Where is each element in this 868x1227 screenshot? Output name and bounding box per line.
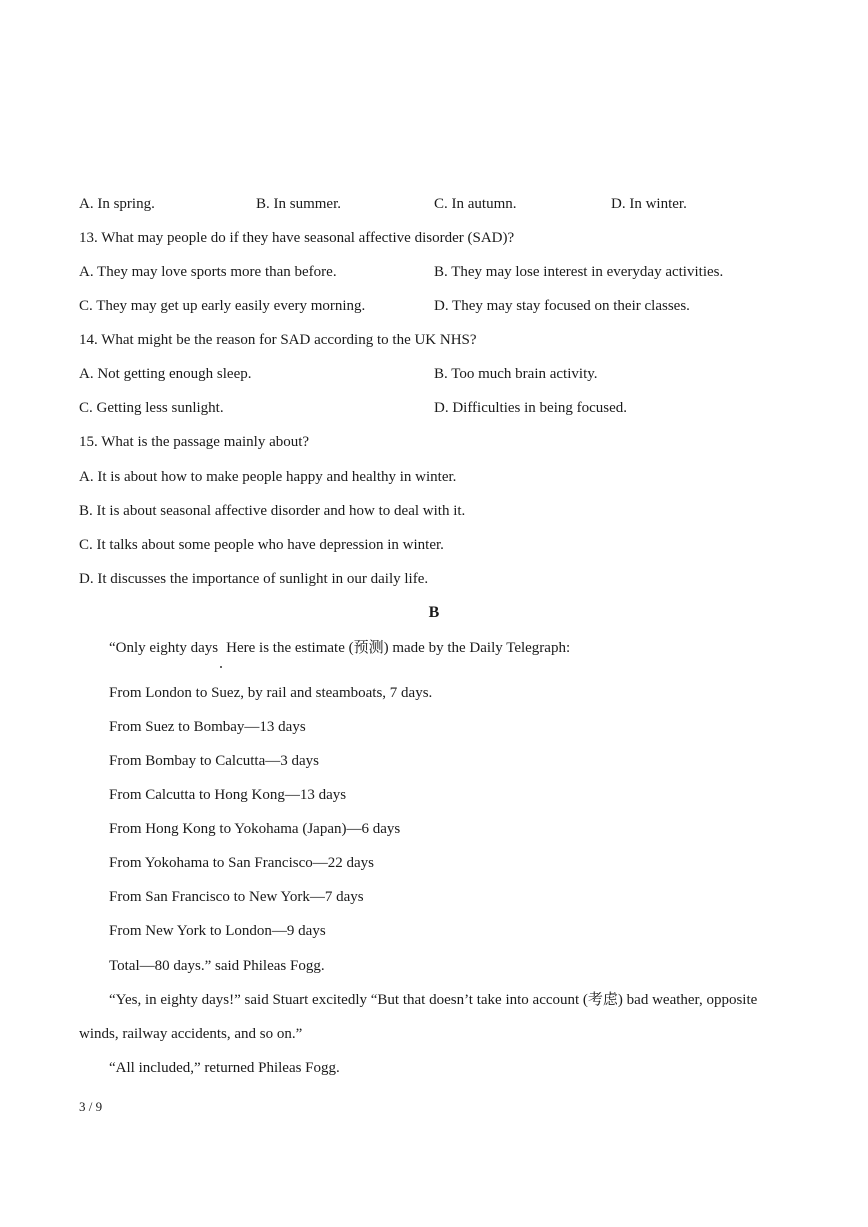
q14-option-b: B. Too much brain activity. — [434, 366, 598, 382]
q15-option-c: C. It talks about some people who have depression in winter. — [79, 537, 444, 553]
q15-option-b: B. It is about seasonal affective disorder and how to deal with it. — [79, 503, 466, 519]
section-b-title: B — [428, 604, 440, 621]
itinerary-item: From Hong Kong to Yokohama (Japan)—6 days — [109, 821, 401, 837]
q15-option-d: D. It discusses the importance of sunlight in our daily life. — [79, 571, 429, 587]
stuart-reply-line-1: “Yes, in eighty days!” said Stuart excitedly “But that doesn’t take into account (考虑) bad weather, opposite — [109, 992, 758, 1008]
itinerary-item: From New York to London—9 days — [109, 923, 326, 939]
page-number: 3 / 9 — [79, 1099, 103, 1114]
q12-option-c: C. In autumn. — [434, 196, 517, 212]
q15-question: 15. What is the passage mainly about? — [79, 434, 310, 450]
itinerary-item: From Yokohama to San Francisco—22 days — [109, 855, 374, 871]
q13-option-c: C. They may get up early easily every morning. — [79, 298, 366, 314]
q12-option-d: D. In winter. — [611, 196, 687, 212]
q13-option-b: B. They may lose interest in everyday activities. — [434, 264, 724, 280]
section-b-intro — [109, 638, 570, 658]
itinerary-item: From San Francisco to New York—7 days — [109, 889, 364, 905]
q13-option-d: D. They may stay focused on their classes. — [434, 298, 690, 314]
intro-estimate-text: Here is the estimate (预测) made by the Daily Telegraph: — [226, 640, 571, 656]
q14-option-a: A. Not getting enough sleep. — [79, 366, 252, 382]
q14-option-c: C. Getting less sunlight. — [79, 400, 224, 416]
itinerary-item: From Bombay to Calcutta—3 days — [109, 753, 319, 769]
q14-option-d: D. Difficulties in being focused. — [434, 400, 628, 416]
q14-question: 14. What might be the reason for SAD according to the UK NHS? — [79, 332, 477, 348]
q13-question: 13. What may people do if they have seasonal affective disorder (SAD)? — [79, 230, 515, 246]
itinerary-item: From Calcutta to Hong Kong—13 days — [109, 787, 347, 803]
fogg-reply: “All included,” returned Phileas Fogg. — [109, 1060, 340, 1076]
itinerary-item: From Suez to Bombay—13 days — [109, 719, 306, 735]
itinerary-total: Total—80 days.” said Phileas Fogg. — [109, 958, 325, 974]
intro-quote-start: “Only eighty days — [109, 640, 219, 656]
q13-option-a: A. They may love sports more than before. — [79, 264, 337, 280]
q12-option-b: B. In summer. — [256, 196, 341, 212]
stuart-reply-line-2: winds, railway accidents, and so on.” — [79, 1026, 303, 1042]
itinerary-item: From London to Suez, by rail and steamboats, 7 days. — [109, 685, 433, 701]
q15-option-a: A. It is about how to make people happy and healthy in winter. — [79, 469, 457, 485]
q12-option-a: A. In spring. — [79, 196, 155, 212]
